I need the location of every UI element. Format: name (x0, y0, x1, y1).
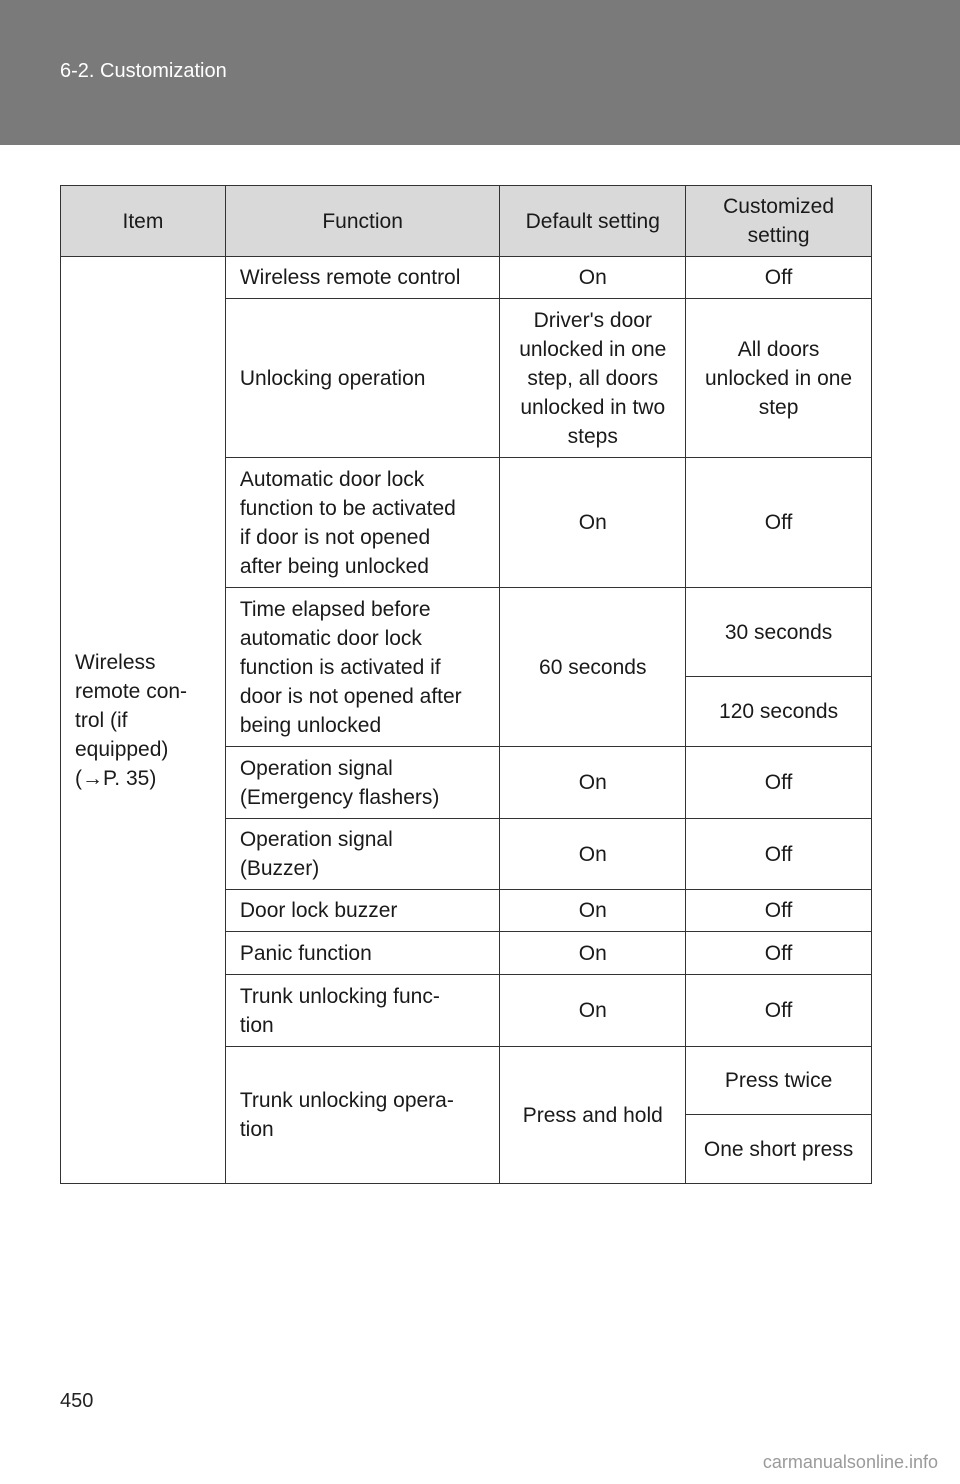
customized-cell: Off (686, 890, 872, 932)
watermark: carmanualsonline.info (762, 1452, 938, 1472)
function-cell: Operation signal (Buzzer) (225, 819, 500, 890)
column-header-customized: Customized setting (686, 186, 872, 257)
customized-cell: Off (686, 257, 872, 299)
function-cell: Trunk unlocking opera- tion (225, 1047, 500, 1184)
default-cell: On (500, 890, 686, 932)
table-header-row (61, 186, 872, 257)
customized-cell: Off (686, 747, 872, 819)
customization-table (60, 185, 872, 1184)
default-cell: 60 seconds (500, 588, 686, 747)
customized-cell: 120 seconds (686, 677, 872, 747)
default-cell: Press and hold (500, 1047, 686, 1184)
customized-cell: Off (686, 975, 872, 1047)
default-cell: On (500, 458, 686, 588)
customized-cell: One short press (686, 1115, 872, 1184)
column-header-function: Function (225, 186, 500, 257)
default-cell: On (500, 975, 686, 1047)
function-cell: Panic function (225, 932, 500, 975)
page-number: 450 (60, 1390, 94, 1412)
customized-cell: Off (686, 458, 872, 588)
function-cell: Wireless remote control (225, 257, 500, 299)
section-title: 6-2. Customization (60, 60, 227, 82)
customized-cell: All doors unlocked in one step (686, 299, 872, 458)
customized-cell: 30 seconds (686, 588, 872, 677)
page-header (0, 0, 960, 145)
function-cell: Time elapsed before automatic door lock function is activated if door is not opened after being unlocked (225, 588, 500, 747)
item-cell: Wireless remote con- trol (if equipped) (→P. 35) (61, 257, 226, 1184)
default-cell: On (500, 819, 686, 890)
table-row (61, 257, 872, 299)
default-cell: Driver's door unlocked in one step, all doors unlocked in two steps (500, 299, 686, 458)
default-cell: On (500, 747, 686, 819)
default-cell: On (500, 932, 686, 975)
function-cell: Trunk unlocking func- tion (225, 975, 500, 1047)
column-header-item: Item (61, 186, 226, 257)
default-cell: On (500, 257, 686, 299)
column-header-default: Default setting (500, 186, 686, 257)
customized-cell: Press twice (686, 1047, 872, 1115)
function-cell: Operation signal (Emergency flashers) (225, 747, 500, 819)
customized-cell: Off (686, 819, 872, 890)
customized-cell: Off (686, 932, 872, 975)
function-cell: Unlocking operation (225, 299, 500, 458)
function-cell: Door lock buzzer (225, 890, 500, 932)
function-cell: Automatic door lock function to be activated if door is not opened after being unlocked (225, 458, 500, 588)
